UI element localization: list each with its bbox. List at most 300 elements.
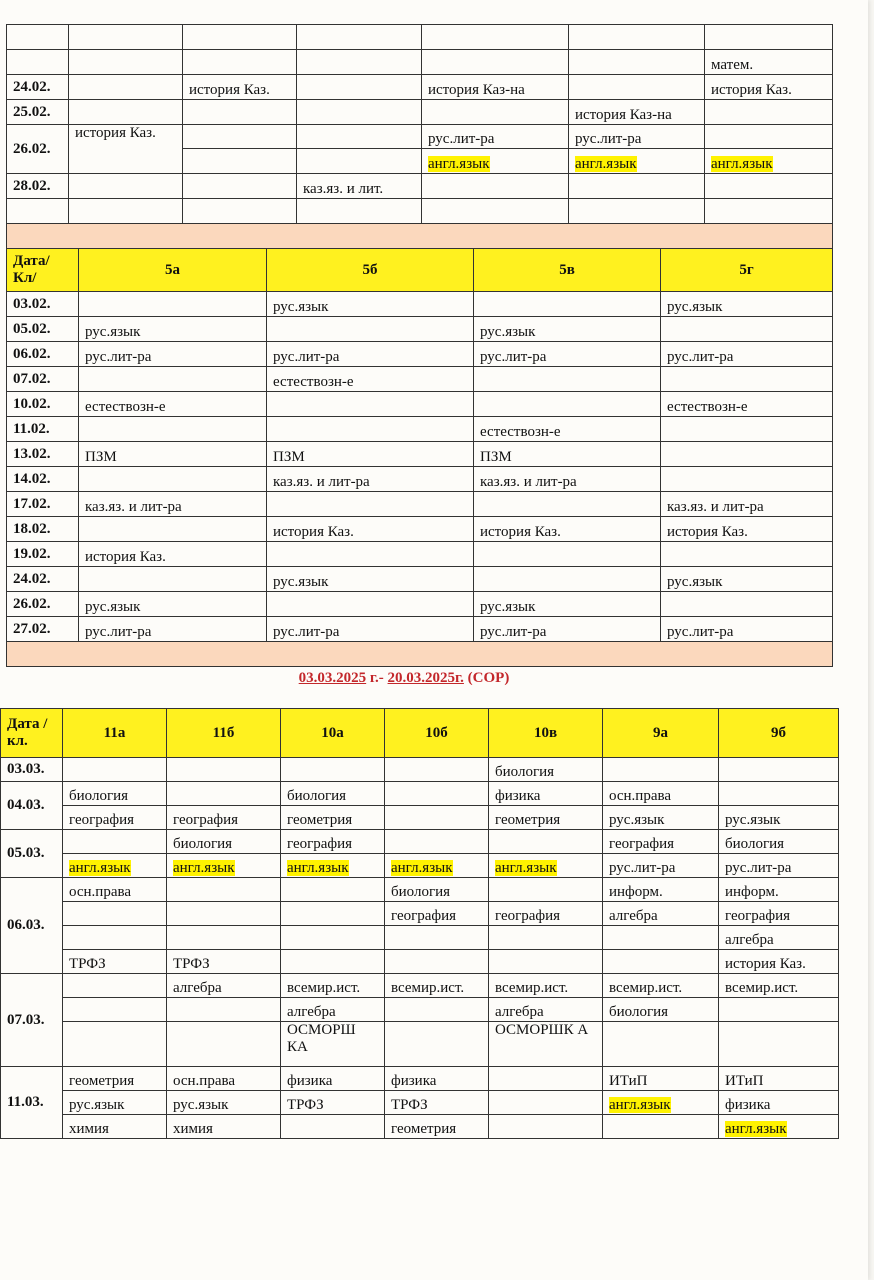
cell-text: биология [287,788,347,804]
schedule-table-grades9-11 [0,708,839,1139]
cell-text: география [173,812,239,828]
cell-text: рус.язык [667,299,723,315]
subject-cell [474,417,661,442]
subject-cell [569,199,705,224]
cell-text: англ.язык [725,1121,787,1137]
subject-cell [63,806,167,830]
table-row [7,75,833,100]
table-row [1,854,839,878]
cell-text: 5в [559,261,575,278]
cell-text: всемир.ист. [391,980,465,996]
footer-band-cell [7,642,833,667]
table-row [7,199,833,224]
subject-cell [489,830,603,854]
table-row [1,878,839,902]
cell-text: рус.язык [69,1097,125,1113]
cell-text: 10б [425,724,448,741]
table-row [7,567,833,592]
cell-text: ТРФЗ [391,1097,428,1113]
cell-text: 5г [739,261,754,278]
subject-cell [385,974,489,998]
subject-cell [569,75,705,100]
cell-text: рус.язык [273,299,329,315]
cell-text: рус.язык [85,324,141,340]
cell-text: история Каз. [480,524,561,540]
cell-text: 28.02. [13,177,51,194]
subject-cell [63,950,167,974]
table-row [7,50,833,75]
subject-cell [385,830,489,854]
table-row [7,517,833,542]
subject-cell [719,878,839,902]
cell-text: история Каз. [667,524,748,540]
subject-cell [281,902,385,926]
subject-cell [297,149,422,174]
cell-text: 5б [362,261,378,278]
date-cell [7,417,79,442]
subject-cell [719,1115,839,1139]
subject-cell [661,417,833,442]
subject-cell [297,199,422,224]
subject-cell [474,567,661,592]
date-cell [7,50,69,75]
subject-cell [385,1115,489,1139]
subject-cell [281,806,385,830]
subject-cell [167,758,281,782]
cell-text: биология [725,836,785,852]
cell-text: каз.яз. и лит-ра [667,499,764,515]
caption-start-date: 03.03.2025 [298,670,367,686]
cell-text: алгебра [173,980,222,996]
subject-cell [569,149,705,174]
table-row [7,342,833,367]
subject-cell [63,998,167,1022]
subject-cell [474,342,661,367]
subject-cell [705,125,833,149]
subject-cell [603,998,719,1022]
subject-cell [79,367,267,392]
cell-text: 06.03. [7,917,45,933]
subject-cell [167,830,281,854]
subject-cell [281,974,385,998]
subject-cell [569,125,705,149]
cell-text: биология [495,764,555,780]
header-row [7,249,833,292]
subject-cell [603,1022,719,1067]
cell-text: рус.лит-ра [273,349,340,365]
cell-text: 18.02. [13,520,51,537]
cell-text: 25.02. [13,103,51,120]
cell-text: англ.язык [287,860,349,876]
subject-cell [63,974,167,998]
subject-cell [63,1115,167,1139]
subject-cell [474,367,661,392]
cell-text: 06.02. [13,345,51,362]
subject-cell [267,542,474,567]
cell-text: рус.язык [85,599,141,615]
subject-cell [489,998,603,1022]
cell-text: рус.лит-ра [273,624,340,640]
caption-sep: г.- [366,670,388,686]
subject-cell [661,392,833,417]
cell-text: англ.язык [69,860,131,876]
subject-cell [69,50,183,75]
subject-cell [661,342,833,367]
cell-text: всемир.ист. [725,980,799,996]
cell-text: геометрия [287,812,353,828]
subject-cell [474,467,661,492]
cell-text: 24.02. [13,570,51,587]
date-cell [7,199,69,224]
cell-text: алгебра [725,932,774,948]
cell-text: 19.02. [13,545,51,562]
subject-cell [297,75,422,100]
subject-cell [705,100,833,125]
cell-text: 10.02. [13,395,51,412]
subject-cell [385,1067,489,1091]
subject-cell [63,830,167,854]
subject-cell [489,1022,603,1067]
subject-cell [297,174,422,199]
cell-text: осн.права [173,1073,236,1089]
subject-cell [167,974,281,998]
table-row [1,1091,839,1115]
subject-cell [183,149,297,174]
subject-cell [719,926,839,950]
table-row [7,125,833,149]
subject-cell [79,617,267,642]
cell-text: англ.язык [711,156,773,172]
subject-cell [719,782,839,806]
subject-cell [385,854,489,878]
subject-cell [183,100,297,125]
cell-text: ТРФЗ [173,956,210,972]
cell-text: 11б [212,724,235,741]
footer-band-cell [7,224,833,249]
subject-cell [422,100,569,125]
table-row [1,1115,839,1139]
cell-text: Дата/ Кл/ [13,253,50,286]
subject-cell [474,317,661,342]
class-column-header [474,249,661,292]
cell-text: англ.язык [173,860,235,876]
subject-cell [167,950,281,974]
cell-text: 11.03. [7,1094,44,1110]
subject-cell [63,1091,167,1115]
subject-cell [603,830,719,854]
subject-cell [167,878,281,902]
subject-cell [385,782,489,806]
subject-cell [719,806,839,830]
subject-cell [422,50,569,75]
cell-text: всемир.ист. [609,980,683,996]
cell-text: 14.02. [13,470,51,487]
subject-cell [79,542,267,567]
subject-cell [719,950,839,974]
subject-cell [63,926,167,950]
schedule-table-continued [6,24,833,249]
cell-text: 17.02. [13,495,51,512]
subject-cell [267,517,474,542]
cell-text: алгебра [287,1004,336,1020]
table-row [7,442,833,467]
subject-cell [69,125,183,174]
subject-cell [474,517,661,542]
cell-text: история Каз. [85,549,166,565]
date-cell [7,367,79,392]
cell-text: рус.лит-ра [667,349,734,365]
cell-text: рус.лит-ра [428,131,495,147]
subject-cell [489,1067,603,1091]
table-row [7,592,833,617]
date-cell [7,542,79,567]
subject-cell [167,1022,281,1067]
table-row [1,902,839,926]
class-column-header [719,709,839,758]
cell-text: география [69,812,135,828]
subject-cell [267,392,474,417]
class-column-header [489,709,603,758]
cell-text: история Каз. [725,956,806,972]
cell-text: рус.лит-ра [725,860,792,876]
subject-cell [474,292,661,317]
date-column-header [7,249,79,292]
subject-cell [167,1115,281,1139]
subject-cell [183,50,297,75]
subject-cell [385,758,489,782]
subject-cell [69,75,183,100]
cell-text: рус.язык [725,812,781,828]
cell-text: матем. [711,57,754,73]
cell-text: Дата /кл. [7,716,48,749]
table-row [7,292,833,317]
cell-text: ИТиП [609,1073,648,1089]
subject-cell [267,342,474,367]
subject-cell [719,1067,839,1091]
cell-text: рус.лит-ра [480,624,547,640]
subject-cell [281,758,385,782]
date-cell [7,467,79,492]
cell-text: 05.02. [13,320,51,337]
cell-text: 27.02. [13,620,51,637]
subject-cell [167,902,281,926]
subject-cell [661,567,833,592]
subject-cell [705,174,833,199]
cell-text: 11.02. [13,420,50,437]
date-cell [1,758,63,782]
subject-cell [603,878,719,902]
subject-cell [719,830,839,854]
subject-cell [422,125,569,149]
subject-cell [79,417,267,442]
cell-text: география [609,836,675,852]
cell-text: рус.лит-ра [85,624,152,640]
cell-text: физика [287,1073,333,1089]
cell-text: рус.язык [273,574,329,590]
subject-cell [79,592,267,617]
subject-cell [603,1067,719,1091]
subject-cell [489,878,603,902]
cell-text: география [287,836,353,852]
subject-cell [167,926,281,950]
cell-text: естествозн-е [480,424,561,440]
date-cell [7,292,79,317]
cell-text: осн.права [69,884,132,900]
subject-cell [63,854,167,878]
subject-cell [281,1022,385,1067]
subject-cell [661,592,833,617]
subject-cell [661,442,833,467]
subject-cell [705,25,833,50]
table-row [1,1067,839,1091]
subject-cell [603,974,719,998]
subject-cell [569,25,705,50]
subject-cell [281,1115,385,1139]
subject-cell [297,100,422,125]
table-row [7,617,833,642]
subject-cell [603,854,719,878]
class-column-header [603,709,719,758]
cell-text: история Каз. [711,82,792,98]
subject-cell [385,1091,489,1115]
subject-cell [661,467,833,492]
subject-cell [719,1022,839,1067]
date-cell [1,1067,63,1139]
subject-cell [63,1067,167,1091]
class-column-header [267,249,474,292]
subject-cell [183,75,297,100]
subject-cell [489,974,603,998]
subject-cell [719,974,839,998]
class-column-header [79,249,267,292]
subject-cell [385,926,489,950]
cell-text: ПЗМ [480,449,512,465]
cell-text: геометрия [495,812,561,828]
subject-cell [385,878,489,902]
cell-text: ОСМОРШ КА [287,1022,356,1055]
class-column-header [281,709,385,758]
date-cell [1,830,63,878]
cell-text: рус.язык [173,1097,229,1113]
cell-text: каз.яз. и лит-ра [480,474,577,490]
cell-text: рус.язык [480,599,536,615]
cell-text: ПЗМ [85,449,117,465]
cell-text: 05.03. [7,845,45,861]
subject-cell [569,50,705,75]
subject-cell [167,1067,281,1091]
cell-text: 11а [103,724,126,741]
subject-cell [79,442,267,467]
date-cell [7,517,79,542]
subject-cell [603,806,719,830]
table-footer-band [7,224,833,249]
table-row [1,1022,839,1067]
table-row [1,998,839,1022]
date-cell [1,782,63,830]
cell-text: информ. [609,884,663,900]
subject-cell [79,342,267,367]
subject-cell [281,854,385,878]
cell-text: 26.02. [13,140,51,157]
subject-cell [297,50,422,75]
subject-cell [422,149,569,174]
subject-cell [489,1091,603,1115]
cell-text: ТРФЗ [69,956,106,972]
subject-cell [183,125,297,149]
subject-cell [661,617,833,642]
schedule-table-grade5 [6,248,833,667]
subject-cell [267,592,474,617]
subject-cell [489,806,603,830]
cell-text: англ.язык [575,156,637,172]
date-cell [7,442,79,467]
cell-text: история Каз. [75,125,156,141]
subject-cell [603,902,719,926]
subject-cell [603,950,719,974]
cell-text: химия [173,1121,213,1137]
subject-cell [63,782,167,806]
cell-text: биология [173,836,233,852]
cell-text: геометрия [69,1073,135,1089]
subject-cell [474,392,661,417]
subject-cell [63,878,167,902]
cell-text: 03.02. [13,295,51,312]
date-cell [7,592,79,617]
class-column-header [385,709,489,758]
subject-cell [385,998,489,1022]
subject-cell [705,149,833,174]
cell-text: англ.язык [391,860,453,876]
subject-cell [267,442,474,467]
cell-text: 10а [321,724,344,741]
subject-cell [661,517,833,542]
table-row [7,467,833,492]
subject-cell [79,317,267,342]
subject-cell [719,758,839,782]
cell-text: 26.02. [13,595,51,612]
cell-text: англ.язык [428,156,490,172]
date-column-header [1,709,63,758]
subject-cell [79,492,267,517]
subject-cell [267,467,474,492]
cell-text: ПЗМ [273,449,305,465]
subject-cell [422,25,569,50]
subject-cell [385,950,489,974]
subject-cell [267,492,474,517]
date-cell [7,492,79,517]
cell-text: история Каз. [273,524,354,540]
cell-text: рус.язык [667,574,723,590]
cell-text: география [391,908,457,924]
cell-text: естествозн-е [85,399,166,415]
subject-cell [267,617,474,642]
cell-text: каз.яз. и лит-ра [85,499,182,515]
subject-cell [281,782,385,806]
cell-text: 5а [165,261,180,278]
subject-cell [385,806,489,830]
subject-cell [489,854,603,878]
cell-text: всемир.ист. [495,980,569,996]
subject-cell [661,367,833,392]
cell-text: всемир.ист. [287,980,361,996]
cell-text: биология [69,788,129,804]
cell-text: геометрия [391,1121,457,1137]
subject-cell [489,902,603,926]
cell-text: 9а [653,724,668,741]
subject-cell [69,25,183,50]
cell-text: рус.язык [480,324,536,340]
cell-text: 03.03. [7,761,45,777]
